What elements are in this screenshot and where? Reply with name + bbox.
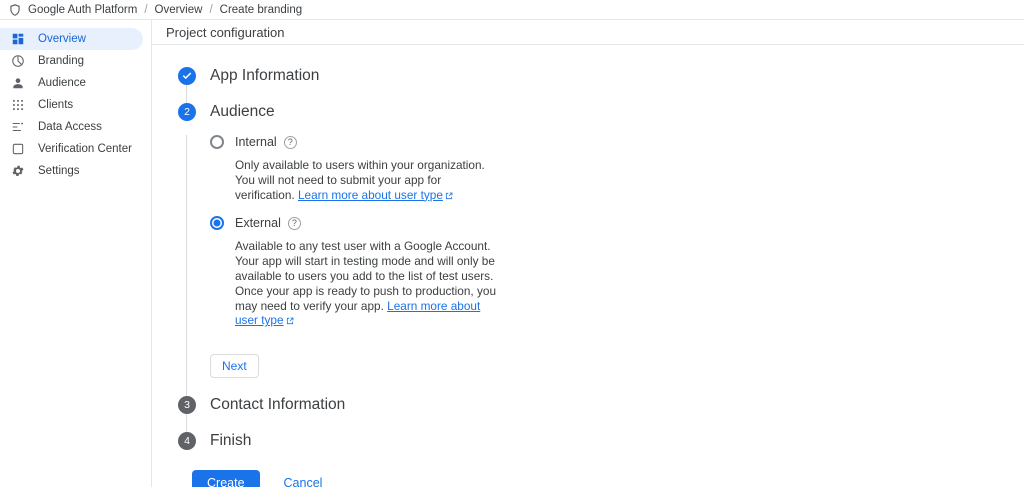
gear-icon (10, 163, 26, 179)
breadcrumb-product[interactable]: Google Auth Platform (28, 3, 138, 16)
main-content (152, 20, 1024, 487)
sidebar-item-settings[interactable] (0, 160, 143, 182)
palette-icon (10, 53, 26, 69)
radio-external[interactable] (210, 216, 224, 230)
step-3-title: Contact Information (210, 396, 346, 414)
internal-description-text: Only available to users within your organization. You will not need to submit your app for verification. (235, 158, 485, 202)
radio-external-label: External (235, 216, 281, 231)
breadcrumb-separator-1: / (144, 3, 148, 16)
step-1-check-icon (178, 67, 196, 85)
step-3-number: 3 (178, 396, 196, 414)
sidebar-item-label: Data Access (38, 121, 102, 133)
body (0, 20, 1024, 487)
step-connector-1 (186, 85, 187, 103)
page-title (152, 20, 1024, 45)
sidebar-item-label: Settings (38, 165, 80, 177)
sidebar-item-branding[interactable] (0, 50, 143, 72)
step-1-title: App Information (210, 67, 320, 84)
radio-internal[interactable] (210, 135, 224, 149)
internal-learn-more-link[interactable]: Learn more about user type (297, 187, 443, 202)
wizard-scroll-area (152, 45, 1024, 487)
page-title-text: Project configuration (166, 24, 285, 40)
wizard-footer (192, 470, 1024, 487)
sidebar-item-audience[interactable] (0, 72, 143, 94)
create-button[interactable]: Create (192, 470, 260, 487)
verification-icon (10, 141, 26, 157)
step-4-title: Finish (210, 432, 252, 450)
external-description-text: Available to any test user with a Google Account. Your app will start in testing mode and will only be available to users you add to the list of test users. Once your app is ready to push to production, you may need to verify your app. (235, 239, 497, 313)
breadcrumb-overview[interactable]: Overview (154, 3, 203, 16)
step-2-number: 2 (178, 103, 196, 121)
breadcrumb-separator-2: / (209, 3, 213, 16)
radio-internal-label: Internal (235, 135, 277, 149)
sidebar (0, 20, 152, 487)
dashboard-icon (10, 31, 26, 47)
sidebar-item-label: Audience (38, 77, 86, 89)
sidebar-item-clients[interactable] (0, 94, 143, 116)
sidebar-item-verification-center[interactable] (0, 138, 143, 160)
help-icon-internal[interactable]: ? (284, 136, 297, 149)
person-icon (10, 75, 26, 91)
external-link-icon (445, 189, 453, 197)
step-audience (178, 103, 1024, 121)
step-2-title: Audience (210, 103, 275, 120)
step-contact-information[interactable] (178, 396, 1024, 414)
step-connector-3 (186, 414, 187, 432)
step-app-information[interactable] (178, 67, 1024, 85)
sidebar-item-label: Overview (38, 33, 86, 45)
step-finish[interactable] (178, 432, 1024, 450)
data-access-icon (10, 119, 26, 135)
internal-description (235, 158, 501, 202)
radio-row-internal[interactable] (210, 135, 1024, 149)
spacer (210, 378, 1024, 396)
cancel-button[interactable]: Cancel (276, 470, 331, 487)
shield-icon (8, 3, 22, 17)
sidebar-item-label: Branding (38, 55, 85, 67)
external-description (235, 239, 501, 328)
external-learn-more-link[interactable]: Learn more about user type (235, 298, 481, 328)
sidebar-item-data-access[interactable] (0, 116, 143, 138)
breadcrumb-create-branding[interactable]: Create branding (219, 3, 303, 16)
step-2-content (186, 135, 1024, 396)
sidebar-item-label: Clients (38, 99, 74, 111)
grid-icon (10, 97, 26, 113)
sidebar-item-label: Verification Center (38, 143, 132, 155)
help-icon-external[interactable]: ? (288, 217, 301, 230)
step-4-number: 4 (178, 432, 196, 450)
next-button[interactable]: Next (210, 354, 259, 378)
external-link-icon (286, 314, 294, 322)
breadcrumb (0, 0, 1024, 20)
radio-row-external[interactable] (210, 216, 1024, 230)
sidebar-item-overview[interactable] (0, 28, 143, 50)
setup-wizard (178, 45, 1024, 487)
